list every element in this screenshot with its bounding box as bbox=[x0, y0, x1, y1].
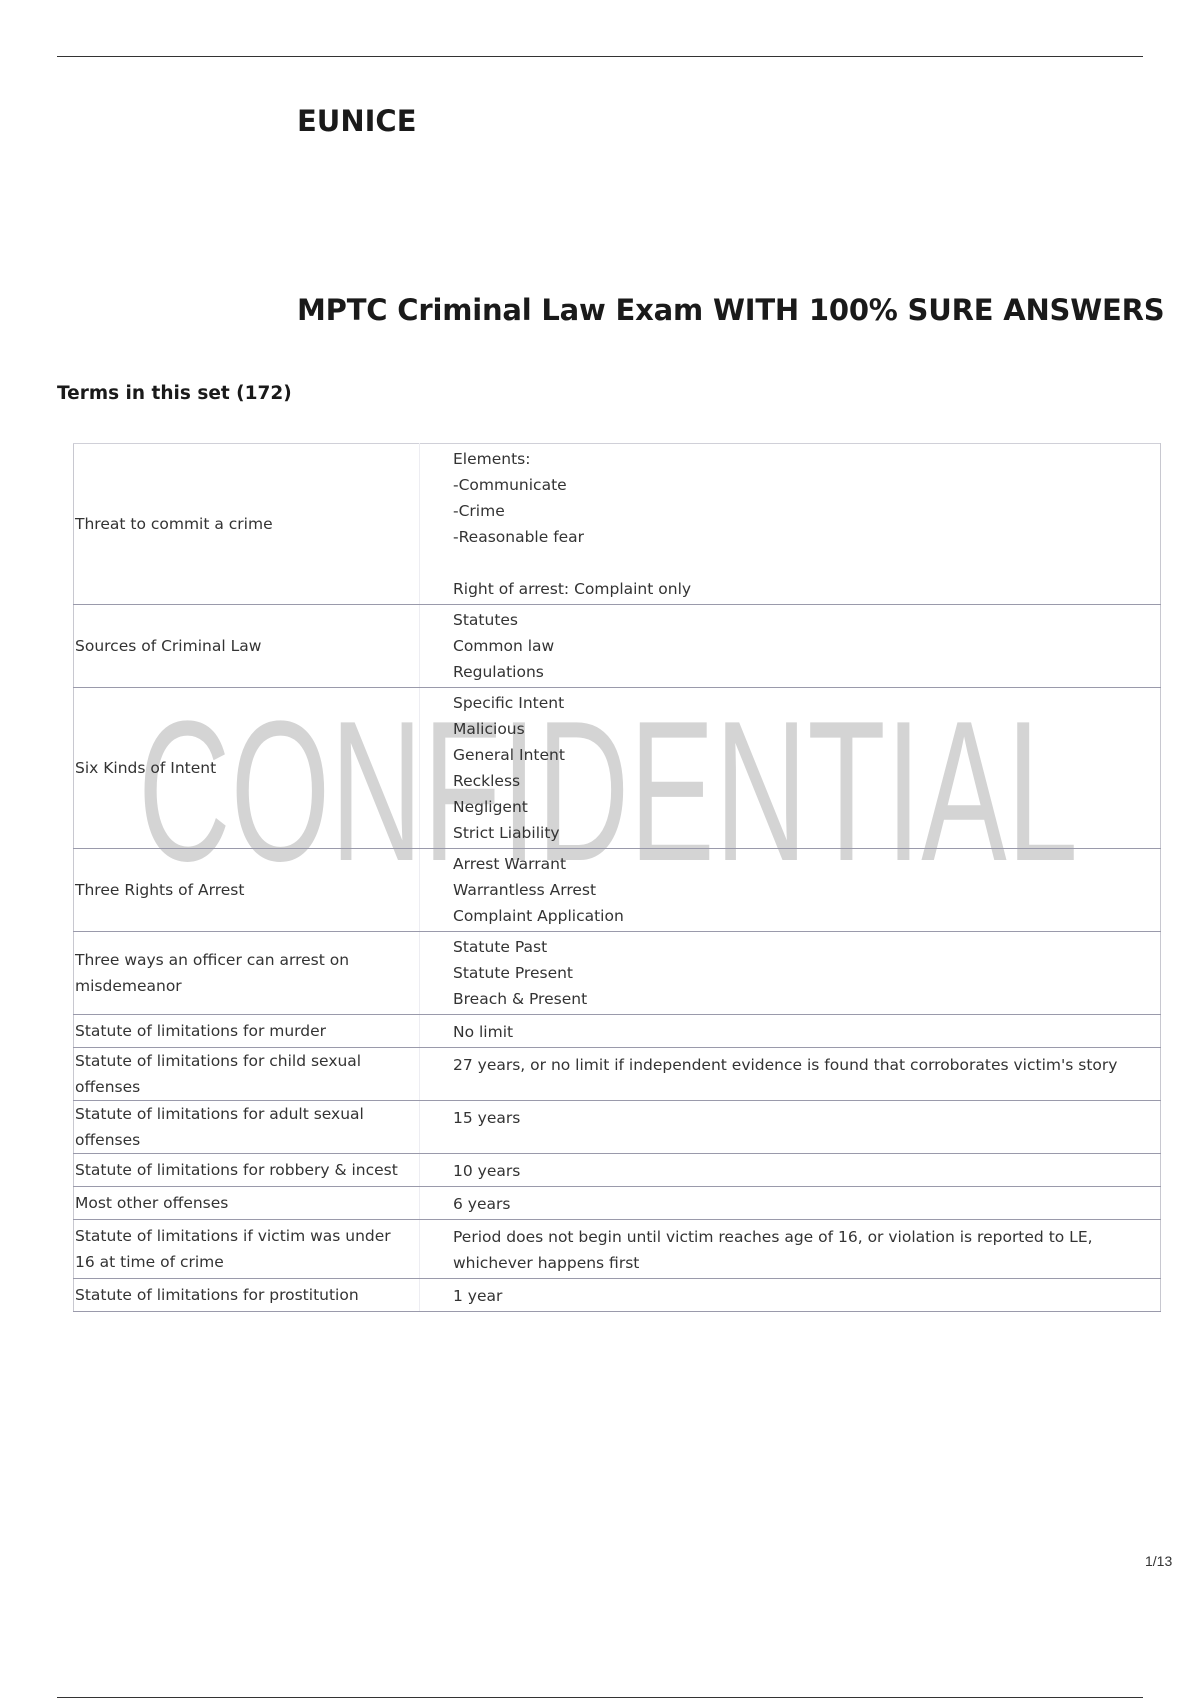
term-cell: Statute of limitations for robbery & incest bbox=[74, 1154, 420, 1187]
definition-line: Right of arrest: Complaint only bbox=[453, 580, 692, 598]
definition-line: Arrest Warrant bbox=[453, 855, 567, 873]
definition-line: -Communicate bbox=[453, 476, 567, 494]
term-row bbox=[74, 849, 1161, 932]
term-row bbox=[74, 1154, 1161, 1187]
definition-line: Strict Liability bbox=[453, 824, 560, 842]
definition-line: -Crime bbox=[453, 502, 505, 520]
definition-line: 27 years, or no limit if independent evidence is found that corroborates victim's story bbox=[453, 1056, 1118, 1074]
definition-line: Malicious bbox=[453, 720, 525, 738]
term-cell: Statute of limitations for murder bbox=[74, 1015, 420, 1048]
watermark-text: CONFIDENTIAL bbox=[138, 680, 1078, 903]
term-cell: Statute of limitations for adult sexual offenses bbox=[74, 1101, 420, 1154]
definition-line: Regulations bbox=[453, 663, 544, 681]
term-cell: Threat to commit a crime bbox=[74, 444, 420, 605]
definition-line: Negligent bbox=[453, 798, 528, 816]
term-cell: Three ways an officer can arrest on misdemeanor bbox=[74, 932, 420, 1015]
header-rule bbox=[57, 56, 1143, 57]
definition-line: Statute Present bbox=[453, 964, 574, 982]
document-title: MPTC Criminal Law Exam WITH 100% SURE ANSWERS bbox=[297, 293, 1165, 327]
term-cell: Statute of limitations for prostitution bbox=[74, 1279, 420, 1312]
term-row bbox=[74, 444, 1161, 605]
terms-table bbox=[73, 443, 1161, 1312]
term-row bbox=[74, 1015, 1161, 1048]
definition-line: No limit bbox=[453, 1023, 514, 1041]
definition-cell bbox=[420, 1279, 1161, 1312]
term-row bbox=[74, 605, 1161, 688]
definition-line: Breach & Present bbox=[453, 990, 588, 1008]
definition-line: Warrantless Arrest bbox=[453, 881, 597, 899]
definition-line: Statutes bbox=[453, 611, 519, 629]
footer-rule bbox=[57, 1697, 1143, 1698]
page-number: 1/13 bbox=[1145, 1553, 1173, 1569]
terms-set-heading: Terms in this set (172) bbox=[57, 383, 292, 404]
term-row bbox=[74, 688, 1161, 849]
definition-cell bbox=[420, 932, 1161, 1015]
definition-line: Elements: bbox=[453, 450, 531, 468]
definition-line: -Reasonable fear bbox=[453, 528, 585, 546]
definition-line: Reckless bbox=[453, 772, 521, 790]
definition-cell bbox=[420, 1015, 1161, 1048]
author-name: EUNICE bbox=[297, 104, 417, 138]
definition-line: Period does not begin until victim reaches age of 16, or violation is reported to LE, whichever happens first bbox=[453, 1228, 1093, 1272]
term-row bbox=[74, 1279, 1161, 1312]
term-row bbox=[74, 1101, 1161, 1154]
definition-cell bbox=[420, 1048, 1161, 1101]
term-cell: Statute of limitations if victim was under 16 at time of crime bbox=[74, 1220, 420, 1279]
term-cell: Sources of Criminal Law bbox=[74, 605, 420, 688]
definition-line: Complaint Application bbox=[453, 907, 624, 925]
definition-cell bbox=[420, 849, 1161, 932]
definition-cell bbox=[420, 1220, 1161, 1279]
term-row bbox=[74, 1220, 1161, 1279]
term-cell: Six Kinds of Intent bbox=[74, 688, 420, 849]
definition-spacer bbox=[453, 550, 1148, 576]
term-row bbox=[74, 932, 1161, 1015]
definition-line: Specific Intent bbox=[453, 694, 565, 712]
definition-line: 6 years bbox=[453, 1195, 511, 1213]
term-cell: Most other offenses bbox=[74, 1187, 420, 1220]
definition-line: Common law bbox=[453, 637, 555, 655]
definition-cell bbox=[420, 1101, 1161, 1154]
definition-cell bbox=[420, 688, 1161, 849]
term-cell: Statute of limitations for child sexual offenses bbox=[74, 1048, 420, 1101]
definition-line: Statute Past bbox=[453, 938, 548, 956]
definition-line: 15 years bbox=[453, 1109, 521, 1127]
term-row bbox=[74, 1187, 1161, 1220]
definition-cell bbox=[420, 1154, 1161, 1187]
definition-line: General Intent bbox=[453, 746, 565, 764]
definition-cell bbox=[420, 444, 1161, 605]
definition-line: 1 year bbox=[453, 1287, 503, 1305]
term-row bbox=[74, 1048, 1161, 1101]
term-cell: Three Rights of Arrest bbox=[74, 849, 420, 932]
definition-cell bbox=[420, 1187, 1161, 1220]
definition-cell bbox=[420, 605, 1161, 688]
definition-line: 10 years bbox=[453, 1162, 521, 1180]
